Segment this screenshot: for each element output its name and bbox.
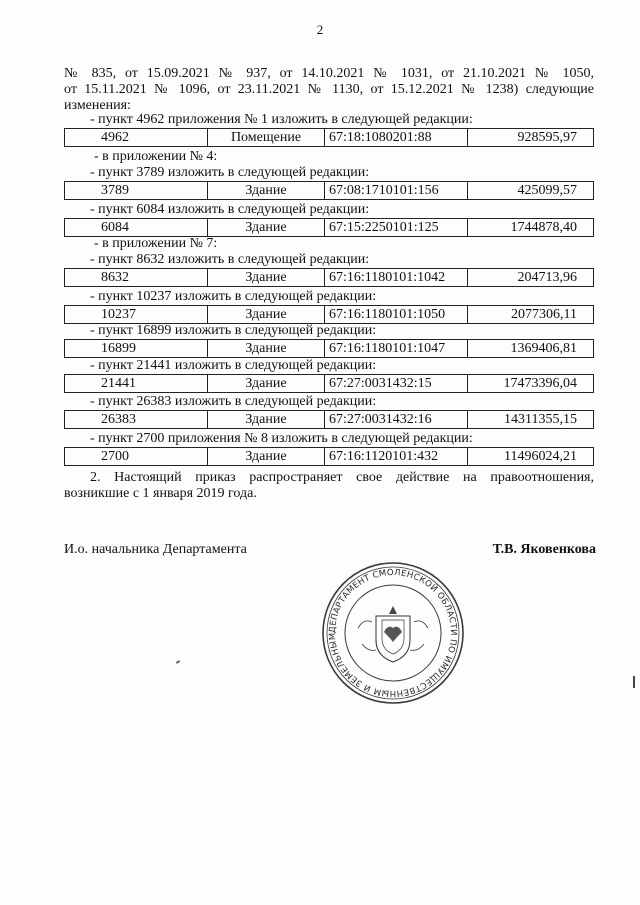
object-type-cell: Здание bbox=[208, 448, 325, 466]
property-table bbox=[64, 305, 594, 324]
item-number-cell: 10237 bbox=[65, 306, 208, 324]
table-row bbox=[65, 411, 594, 429]
amendment-instruction: - пункт 26383 изложить в следующей редакции: bbox=[90, 394, 377, 409]
amendment-block bbox=[64, 112, 594, 147]
page-number: 2 bbox=[316, 22, 324, 37]
final-line: возникшие с 1 января 2019 года. bbox=[64, 486, 257, 501]
object-type-cell: Здание bbox=[208, 219, 325, 237]
property-table bbox=[64, 268, 594, 287]
cadastral-value-cell: 14311355,15 bbox=[468, 411, 594, 429]
property-table bbox=[64, 218, 594, 237]
intro-line: изменения: bbox=[64, 98, 131, 113]
table-row bbox=[65, 340, 594, 358]
object-type-cell: Здание bbox=[208, 411, 325, 429]
item-number-cell: 2700 bbox=[65, 448, 208, 466]
amendment-block bbox=[64, 394, 594, 429]
final-line: 2. Настоящий приказ распространяет свое действие на правоотношения, bbox=[90, 470, 594, 485]
intro-line: № 835, от 15.09.2021 № 937, от 14.10.2021 № 1031, от 21.10.2021 № 1050, bbox=[64, 66, 594, 81]
amendment-instruction: - пункт 8632 изложить в следующей редакции: bbox=[90, 252, 370, 267]
pen-mark bbox=[176, 660, 180, 664]
cadastral-number-cell: 67:16:1180101:1050 bbox=[325, 306, 468, 324]
amendment-instruction: - пункт 10237 изложить в следующей редакции: bbox=[90, 289, 377, 304]
property-table bbox=[64, 410, 594, 429]
item-number-cell: 21441 bbox=[65, 375, 208, 393]
margin-mark bbox=[633, 676, 635, 688]
item-number-cell: 8632 bbox=[65, 269, 208, 287]
table-row bbox=[65, 306, 594, 324]
item-number-cell: 16899 bbox=[65, 340, 208, 358]
amendment-instruction: - пункт 3789 изложить в следующей редакции: bbox=[90, 165, 370, 180]
amendment-block bbox=[64, 431, 594, 466]
amendment-instruction: - пункт 16899 изложить в следующей редакции: bbox=[90, 323, 377, 338]
cadastral-value-cell: 928595,97 bbox=[468, 129, 594, 147]
cadastral-number-cell: 67:08:1710101:156 bbox=[325, 182, 468, 200]
property-table bbox=[64, 447, 594, 466]
cadastral-number-cell: 67:16:1180101:1042 bbox=[325, 269, 468, 287]
cadastral-number-cell: 67:16:1180101:1047 bbox=[325, 340, 468, 358]
cadastral-number-cell: 67:27:0031432:16 bbox=[325, 411, 468, 429]
cadastral-value-cell: 11496024,21 bbox=[468, 448, 594, 466]
cadastral-value-cell: 17473396,04 bbox=[468, 375, 594, 393]
amendment-block bbox=[64, 289, 594, 324]
amendment-block bbox=[64, 202, 594, 237]
item-number-cell: 3789 bbox=[65, 182, 208, 200]
cadastral-value-cell: 2077306,11 bbox=[468, 306, 594, 324]
intro-line: от 15.11.2021 № 1096, от 23.11.2021 № 1130, от 15.12.2021 № 1238) следующие bbox=[64, 82, 594, 97]
amendment-instruction: - пункт 4962 приложения № 1 изложить в следующей редакции: bbox=[90, 112, 473, 127]
cadastral-number-cell: 67:15:2250101:125 bbox=[325, 219, 468, 237]
property-table bbox=[64, 128, 594, 147]
amendment-instruction: - пункт 21441 изложить в следующей редакции: bbox=[90, 358, 377, 373]
amendment-block bbox=[64, 323, 594, 358]
amendment-instruction: - пункт 6084 изложить в следующей редакции: bbox=[90, 202, 370, 217]
amendment-block bbox=[64, 236, 594, 287]
object-type-cell: Здание bbox=[208, 306, 325, 324]
table-row bbox=[65, 269, 594, 287]
cadastral-value-cell: 1744878,40 bbox=[468, 219, 594, 237]
object-type-cell: Здание bbox=[208, 375, 325, 393]
coat-of-arms-icon bbox=[358, 606, 428, 662]
object-type-cell: Здание bbox=[208, 269, 325, 287]
property-table bbox=[64, 374, 594, 393]
table-row bbox=[65, 375, 594, 393]
signer-name: Т.В. Яковенкова bbox=[492, 542, 596, 557]
official-seal bbox=[318, 558, 468, 708]
item-number-cell: 26383 bbox=[65, 411, 208, 429]
amendment-block bbox=[64, 358, 594, 393]
table-row bbox=[65, 129, 594, 147]
item-number-cell: 6084 bbox=[65, 219, 208, 237]
cadastral-number-cell: 67:27:0031432:15 bbox=[325, 375, 468, 393]
signer-title: И.о. начальника Департамента bbox=[64, 542, 247, 557]
object-type-cell: Здание bbox=[208, 182, 325, 200]
cadastral-number-cell: 67:18:1080201:88 bbox=[325, 129, 468, 147]
cadastral-value-cell: 204713,96 bbox=[468, 269, 594, 287]
item-number-cell: 4962 bbox=[65, 129, 208, 147]
seal-graphic bbox=[318, 558, 468, 708]
table-row bbox=[65, 448, 594, 466]
property-table bbox=[64, 339, 594, 358]
table-row bbox=[65, 182, 594, 200]
svg-text:ДЕПАРТАМЕНТ СМОЛЕНСКОЙ ОБЛАСТИ: ДЕПАРТАМЕНТ СМОЛЕНСКОЙ ОБЛАСТИ ПО ИМУЩЕСТВЕННЫМ И ЗЕМЕЛЬНЫМ bbox=[327, 567, 459, 699]
appendix-heading: - в приложении № 7: bbox=[94, 236, 218, 251]
cadastral-value-cell: 1369406,81 bbox=[468, 340, 594, 358]
cadastral-number-cell: 67:16:1120101:432 bbox=[325, 448, 468, 466]
intro-paragraph bbox=[64, 66, 594, 114]
amendment-instruction: - пункт 2700 приложения № 8 изложить в следующей редакции: bbox=[90, 431, 473, 446]
object-type-cell: Здание bbox=[208, 340, 325, 358]
cadastral-value-cell: 425099,57 bbox=[468, 182, 594, 200]
final-paragraph bbox=[64, 470, 594, 502]
property-table bbox=[64, 181, 594, 200]
object-type-cell: Помещение bbox=[208, 129, 325, 147]
table-row bbox=[65, 219, 594, 237]
appendix-heading: - в приложении № 4: bbox=[94, 149, 218, 164]
amendment-block bbox=[64, 149, 594, 200]
